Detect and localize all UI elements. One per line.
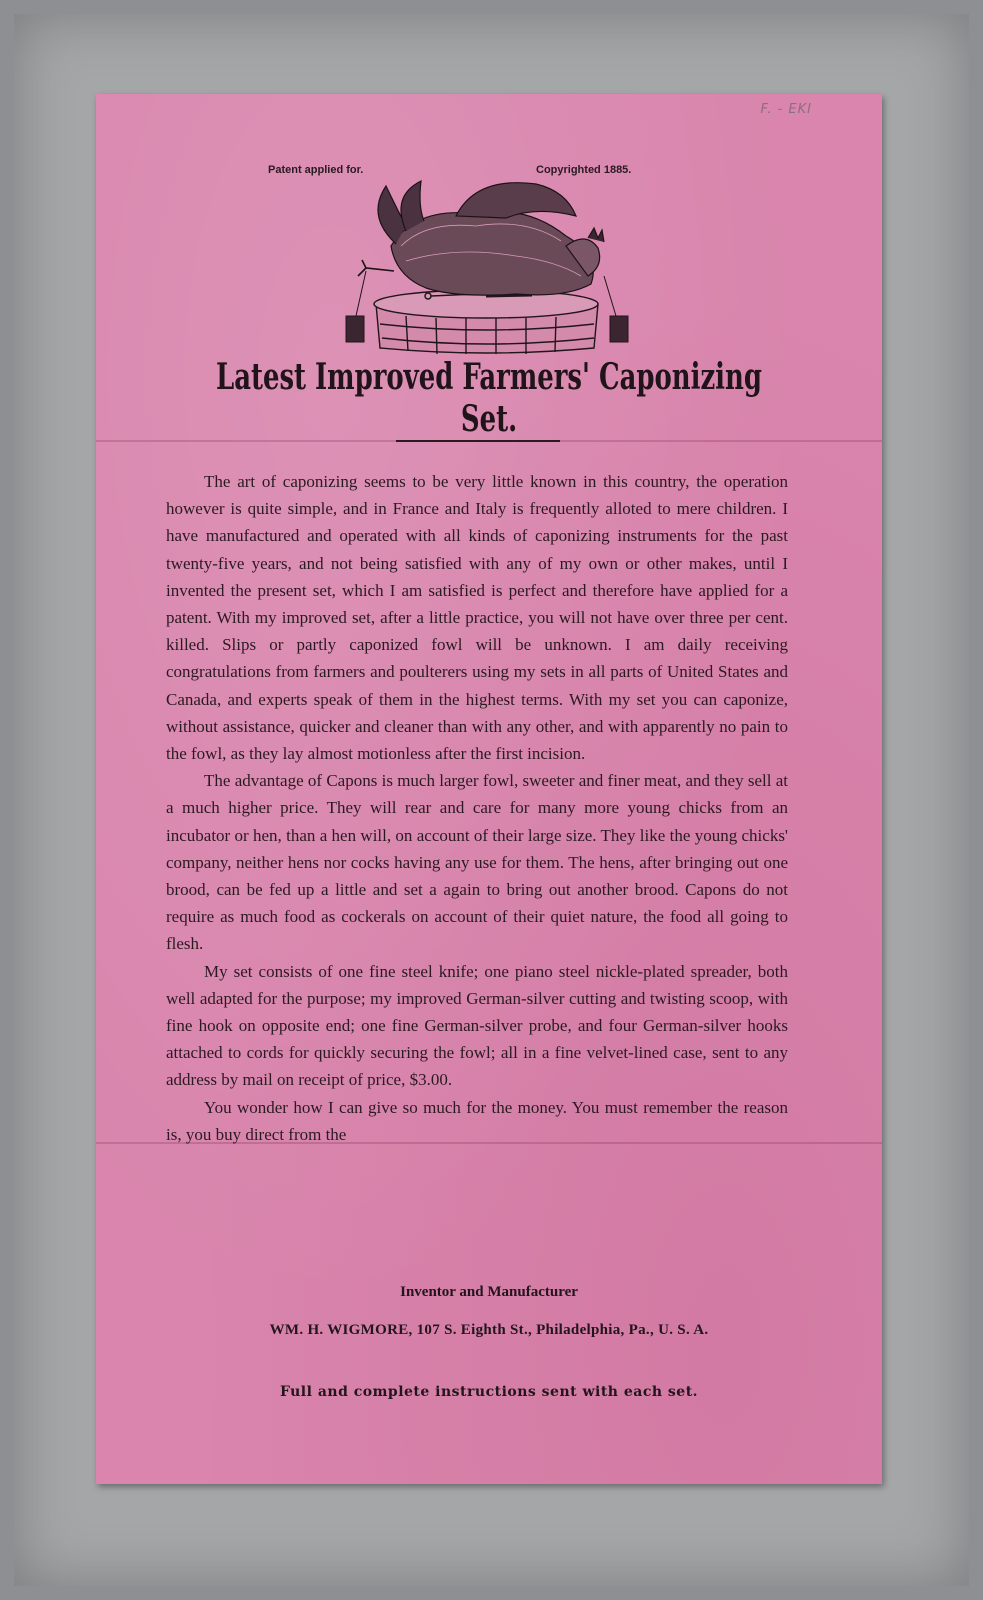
paragraph: The advantage of Capons is much larger fowl, sweeter and finer meat, and they sell at a much higher price. They will rear and care for many more young chicks from an incubator or hen, than a hen will, on account of their large size. They like the young chicks' company, neither hens nor cocks having any use for them. The hens, after bringing out one brood, can be fed up a little and set a again to bring out another brood. Capons do not require as much food as cockerals on account of their quiet nature, the food all going to flesh. bbox=[166, 771, 788, 954]
title-divider bbox=[396, 440, 560, 442]
pencil-annotation: F. - EKI bbox=[760, 102, 812, 117]
inventor-label: Inventor and Manufacturer bbox=[400, 1284, 578, 1300]
copyright-notice: Copyrighted 1885. bbox=[536, 164, 632, 176]
paragraph: You wonder how I can give so much for the money. You must remember the reason is, you buy direct from the bbox=[166, 1097, 788, 1144]
rooster-on-barrel-illustration bbox=[336, 176, 636, 354]
instructions-note: Full and complete instructions sent with each set. bbox=[279, 1384, 699, 1400]
flyer-sheet bbox=[96, 94, 882, 1484]
manufacturer-address: WM. H. WIGMORE, 107 S. Eighth St., Philadelphia, Pa., U. S. A. bbox=[269, 1322, 709, 1338]
rooster-icon bbox=[358, 181, 604, 295]
paragraph: My set consists of one fine steel knife; one piano steel nickle-plated spreader, both well adapted for the purpose; my improved German-silver cutting and twisting scoop, with fine hook on opposite end; one fine German-silver probe, and four German-silver hooks attached to cords for quickly securing the fowl; all in a fine velvet-lined case, sent to any address by mail on receipt of price, $3.00. bbox=[166, 961, 788, 1090]
patent-notice: Patent applied for. bbox=[268, 164, 364, 176]
body-copy bbox=[166, 468, 788, 1148]
flyer-title: Latest Improved Farmers' Caponizing Set. bbox=[215, 356, 763, 440]
barrel-icon bbox=[374, 290, 598, 354]
paragraph: The art of caponizing seems to be very little known in this country, the operation however is quite simple, and in France and Italy is frequently alloted to mere children. I have manufactured and operated with all kinds of caponizing instruments for the past twenty-five years, and not being satisfied with any of my own or other makes, until I invented the present set, which I am satisfied is perfect and therefore have applied for a patent. With my improved set, after a little practice, you will not have over three per cent. killed. Slips or partly caponized fowl will be unknown. I am daily receiving congratulations from farmers and poulterers using my sets in all parts of United States and Canada, and experts speak of them in the highest terms. With my set you can caponize, without assistance, quicker and cleaner than with any other, and with apparently no pain to the fowl, as they lay almost motionless after the first incision. bbox=[166, 472, 788, 764]
